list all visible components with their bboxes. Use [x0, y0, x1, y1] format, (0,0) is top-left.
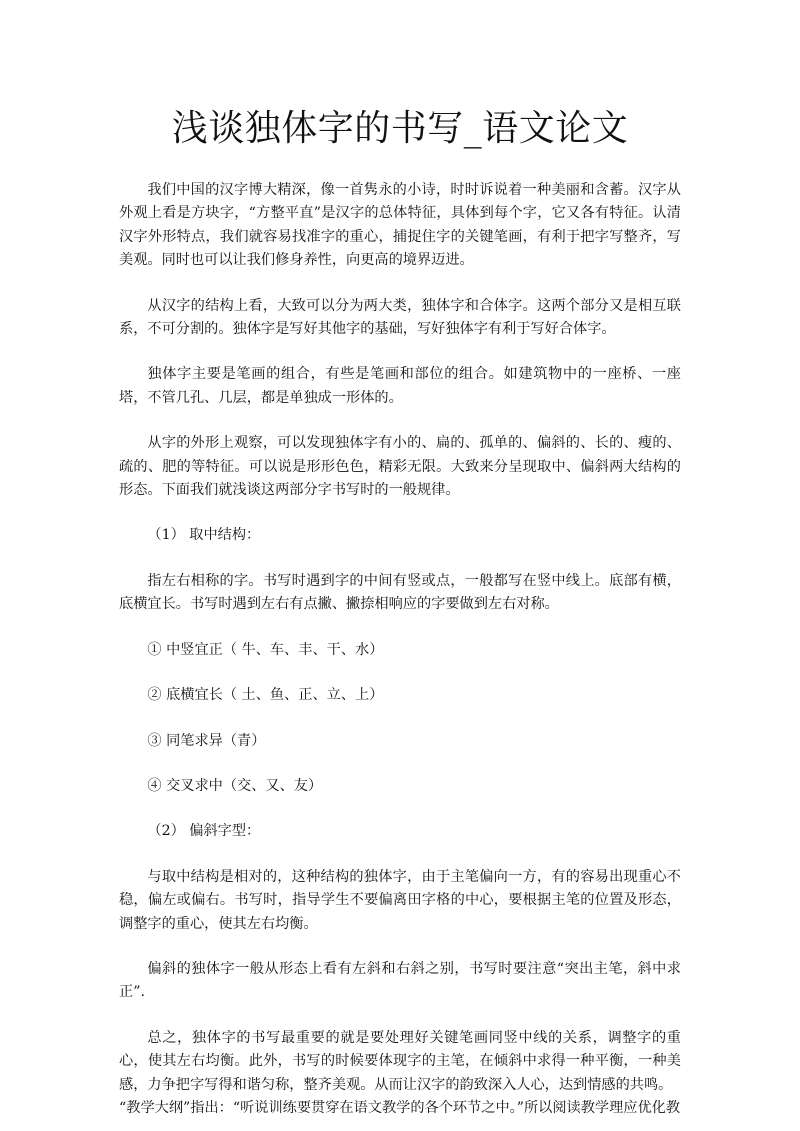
- paragraph-conclusion: 总之，独体字的书写最重要的就是要处理好关键笔画同竖中线的关系，调整字的重心，使其左右均衡。此外，书写的时候要体现字的主笔，在倾斜中求得一种平衡，一种美感，力争把字写得和谐匀称，整齐美观。从而让汉字的韵致深入人心，达到情感的共鸣。: [119, 1029, 681, 1093]
- document-body: [119, 179, 681, 1120]
- section-heading-slanted: （2） 偏斜字型：: [147, 823, 261, 840]
- list-item-1: ① 中竖宜正（ 牛、车、丰、干、水）: [147, 641, 384, 658]
- list-item-3: ③ 同笔求异（青）: [147, 732, 266, 749]
- list-item-2: ② 底横宜长（ 土、鱼、正、立、上）: [147, 687, 384, 704]
- document-title: 浅谈独体字的书写_语文论文: [171, 108, 629, 149]
- paragraph-trailing: “教学大纲”指出：“听说训练要贯穿在语文教学的各个环节之中。”所以阅读教学理应优化教: [119, 1099, 681, 1116]
- paragraph-slanted-note: 偏斜的独体字一般从形态上看有左斜和右斜之别，书写时要注意“突出主笔，斜中求正”.: [119, 960, 681, 1001]
- paragraph-intro: 我们中国的汉字博大精深，像一首隽永的小诗，时时诉说着一种美丽和含蓄。汉字从外观上看是方块字，“方整平直”是汉字的总体特征，具体到每个字，它又各有特征。认清汉字外形特点，我们就容易找准字的重心，捕捉住字的关键笔画，有利于把字写整齐，写美观。同时也可以让我们修身养性，向更高的境界迈进。: [119, 182, 681, 269]
- paragraph-centered-desc: 指左右相称的字。书写时遇到字的中间有竖或点，一般都写在竖中线上。底部有横，底横宜长。书写时遇到左右有点撇、撇捺相响应的字要做到左右对称。: [119, 572, 681, 613]
- list-item-4: ④ 交叉求中（交、又、友）: [147, 777, 323, 794]
- paragraph-shape: 从字的外形上观察，可以发现独体字有小的、扁的、孤单的、偏斜的、长的、瘦的、疏的、肥的等特征。可以说是形形色色，精彩无限。大致来分呈现取中、偏斜两大结构的形态。下面我们就浅谈这两部分字书写时的一般规律。: [119, 435, 681, 499]
- section-heading-centered: （1） 取中结构：: [147, 527, 261, 544]
- paragraph-slanted-desc: 与取中结构是相对的，这种结构的独体字，由于主笔偏向一方，有的容易出现重心不稳，偏左或偏右。书写时，指导学生不要偏离田字格的中心，要根据主笔的位置及形态，调整字的重心，使其左右均衡。: [119, 868, 681, 932]
- paragraph-single-body: 独体字主要是笔画的组合，有些是笔画和部位的组合。如建筑物中的一座桥、一座塔，不管几孔、几层，都是单独成一形体的。: [119, 366, 681, 406]
- paragraph-structure: 从汉字的结构上看，大致可以分为两大类，独体字和合体字。这两个部分又是相互联系，不可分割的。独体字是写好其他字的基础，写好独体字有利于写好合体字。: [119, 297, 681, 338]
